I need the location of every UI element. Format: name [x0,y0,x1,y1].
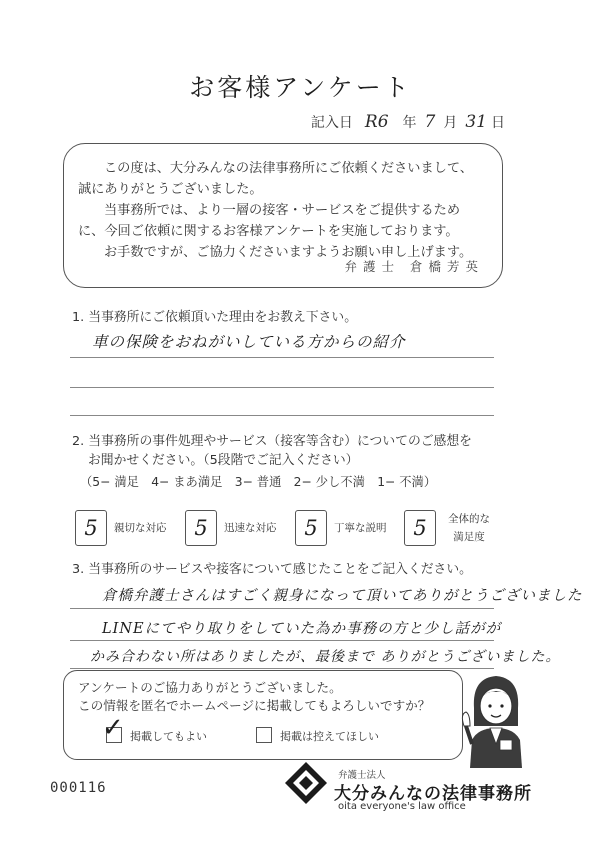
answer-line [70,668,494,669]
answer-line [70,608,494,609]
consent-line-1: アンケートのご協力ありがとうございました。 [78,680,342,695]
answer-line [70,357,494,358]
lawyer-woman-icon [456,668,536,768]
rating-speed-box[interactable]: 5 [185,510,217,546]
intro-line: に、今回ご依頼に関するお客様アンケートを実施しております。 [78,224,459,239]
rating-overall-label [448,512,490,544]
serial-number: 000116 [50,780,107,796]
intro-line: この度は、大分みんなの法律事務所にご依頼くださいまして、 [104,161,473,176]
consent-line-2: この情報を匿名でホームページに掲載してもよろしいですか？ [78,698,431,713]
date-row [311,112,505,132]
intro-line: 誠にありがとうございました。 [78,182,263,197]
answer-3-line-3: かみ合わない所はありましたが、最後まで ありがとうございました。 [90,649,561,665]
answer-line [70,415,494,416]
date-day: 31 [465,112,487,132]
month-suffix: 月 [443,115,458,131]
rating-speed-label: 迅速な対応 [224,522,277,534]
answer-3-line-2: LINEにてやり取りをしていた為か事務の方と少し話がが [102,621,502,637]
rating-overall-box[interactable]: 5 [404,510,436,546]
answer-1: 車の保険をおねがいしている方からの紹介 [92,333,406,351]
rating-explanation-box[interactable]: 5 [295,510,327,546]
question-1: 1. 当事務所にご依頼頂いた理由をお教え下さい。 [72,310,358,325]
firm-name: 大分みんなの法律事務所 [334,784,532,804]
rating-row [70,510,500,550]
check-mark-icon: ✓ [102,713,124,743]
signer: 弁護士 倉橋芳英 [344,259,484,274]
rating-explanation-label: 丁寧な説明 [334,522,387,534]
consent-no-label: 掲載は控えてほしい [280,730,379,743]
rating-kindness-box[interactable]: 5 [75,510,107,546]
question-2-line-1: 2. 当事務所の事件処理やサービス（接客等含む）についてのご感想を [72,434,472,449]
date-month: 7 [424,112,436,132]
rating-scale: （5− 満足 4− まあ満足 3− 普通 2− 少し不満 1− 不満） [80,475,437,489]
year-suffix: 年 [402,115,417,131]
intro-box [63,143,503,288]
intro-line: 当事務所では、より一層の接客・サービスをご提供するため [104,203,461,218]
answer-line [70,640,494,641]
rating-kindness-label: 親切な対応 [114,522,167,534]
rating-overall-label-line-1: 全体的な [448,513,490,525]
day-suffix: 日 [491,115,505,131]
diamond-logo-icon [283,760,329,806]
question-2-line-2: お聞かせください。（5段階でご記入ください） [88,453,359,468]
page-title: お客様アンケート [189,73,412,102]
consent-box [63,670,463,760]
answer-line [70,387,494,388]
intro-line: お手数ですが、ご協力くださいますようお願い申し上げます。 [104,245,473,260]
date-label: 記入日 [310,115,353,131]
answer-3-line-1: 倉橋弁護士さんはすごく親身になって頂いてありがとうございました [102,588,583,604]
date-era-year: R6 [364,112,389,132]
question-3: 3. 当事務所のサービスや接客について感じたことをご記入ください。 [72,562,472,577]
consent-yes-label: 掲載してもよい [130,730,207,743]
firm-english: oita everyone's law office [338,801,466,812]
rating-overall-label-line-2: 満足度 [453,531,485,543]
firm-label: 弁護士法人 [338,770,386,781]
consent-no-checkbox[interactable] [256,727,272,743]
